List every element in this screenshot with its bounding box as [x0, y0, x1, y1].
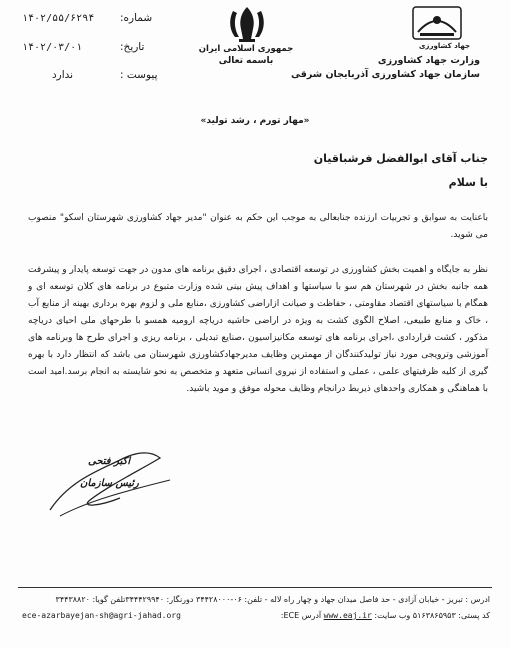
footer-postal-text: کد پستی: ۵۱۶۳۸۶۵۹۵۳ وب سایت: [374, 611, 490, 620]
footer-ece-label: آدرس ECE: [280, 611, 322, 620]
footer-divider [18, 587, 492, 588]
iran-emblem-icon [217, 3, 277, 43]
date-label: تاریخ: [120, 41, 145, 53]
recipient: جناب آقای ابوالفضل فرشباقیان [313, 152, 488, 165]
attachment-value: ندارد [52, 69, 74, 81]
republic-title: جمهوری اسلامی ایران [198, 44, 294, 54]
date-value: ۱۴۰۲/۰۳/۰۱ [22, 42, 83, 53]
greeting: با سلام [448, 176, 488, 189]
paragraph-duties: نظر به جایگاه و اهمیت بخش کشاورزی در توسعه اقتصادی ، اجرای دقیق برنامه های مدون در جهت توسعه پایدار و پیشرفت همه جانبه بخش در شهرستان هم سو با سیاستها و اهداف پیش بینی شده وزارت متبوع در برنامه های کلان توسعه ای و همگام با سیاستهای اقتصاد مقاومتی ، حفاظت و صیانت ازاراضی کشاورزی ،منابع ملی و لزوم بهره برداری بهینه از منابع آب ، خاک و منابع طبیعی، اصلاح الگوی کشت به ویژه در اراضی حاشیه دریاچه ارومیه همسو با طرحهای ملی احیای دریاچه مذکور ، کشت قراردادی ،اجرای برنامه های توسعه مکانیزاسیون ،صنایع تبدیلی ، برنامه ریزی و اجرای طرح ها وبرنامه های آموزشی وترویجی مورد نیاز تولیدکنندگان از مهمترین وظایف مدیرجهادکشاورزی شهرستان می باشد که انتظار دارد با بهره گیری از کلیه ظرفیتهای علمی ، عملی و استفاده از نیروی انسانی متعهد و متخصص به نحو شایسته به انجام برسد.امید است با هماهنگی و همکاری واحدهای ذیربط درانجام وظایف محوله موفق و موید باشید. [28, 265, 488, 394]
attachment-label: پیوست : [120, 69, 158, 81]
footer-website[interactable]: www.eaj.ir [323, 611, 372, 620]
number-value: ۱۴۰۲/۵۵/۶۲۹۴ [22, 13, 95, 24]
logo-caption: جهاد کشاورزی [419, 42, 470, 50]
signatory-title: رئیس سازمان [80, 478, 139, 489]
paragraph-appointment: باعنایت به سوابق و تجربیات ارزنده جنابعالی به موجب این حکم به عنوان "مدیر جهاد کشاورزی شهرستان اسکو" منصوب می شوید. [28, 213, 488, 240]
invocation: باسمه تعالی [218, 56, 274, 66]
jahad-keshavarzi-logo-icon [412, 6, 462, 40]
number-label: شماره: [120, 12, 153, 24]
letter-slogan: «مهار تورم ، رشد تولید» [200, 116, 310, 126]
footer-address: ادرس : تبریز - خیابان آزادی - حد فاصل میدان جهاد و چهار راه لاله - تلفن: ۰۶-۳۴۴۲۸۰۰۰ دورنگار: ۳۴۴۴۲۹۹۴۰تلفن گویا: ۳۴۴۳۸۸۲۰ [55, 595, 490, 604]
footer-postal [281, 611, 490, 620]
signatory-name: اکبر فتحی [88, 456, 131, 467]
ministry-name: وزارت جهاد کشاورزی [377, 55, 480, 66]
footer-ece-email[interactable]: ece-azarbayejan-sh@agri-jahad.org [22, 611, 181, 620]
organization-name: سازمان جهاد کشاورزی آذربایجان شرقی [291, 69, 480, 80]
